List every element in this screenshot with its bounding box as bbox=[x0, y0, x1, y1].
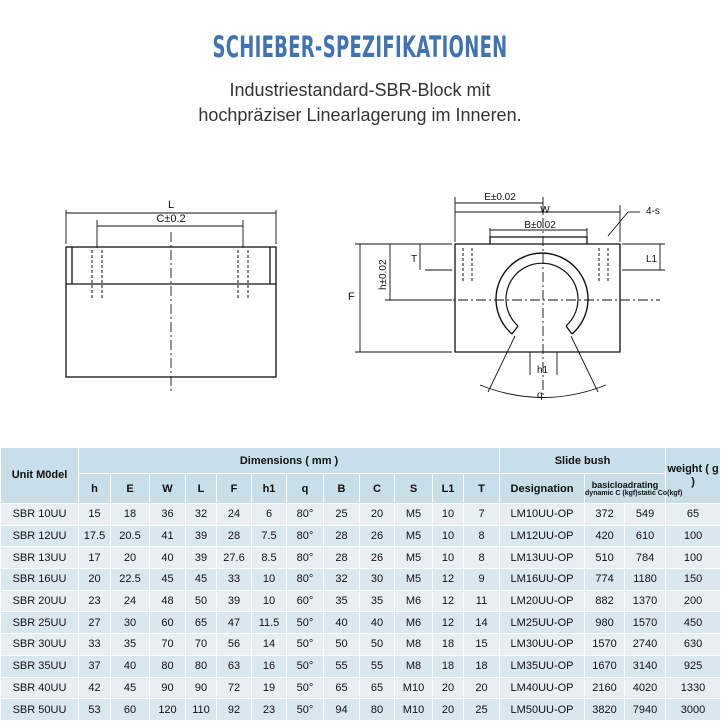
table-row bbox=[1, 525, 721, 547]
table-cell: 100 bbox=[666, 525, 721, 547]
table-cell: 10 bbox=[433, 525, 464, 547]
table-cell: 25 bbox=[324, 504, 360, 526]
table-cell: 80° bbox=[287, 504, 324, 526]
table-cell: 80 bbox=[150, 655, 186, 677]
cell-model: SBR 13UU bbox=[1, 547, 79, 569]
cell-model: SBR 40UU bbox=[1, 677, 79, 699]
table-cell: 12 bbox=[433, 590, 464, 612]
table-cell: 80° bbox=[287, 547, 324, 569]
col-header: F bbox=[217, 474, 252, 504]
table-cell: 1570 bbox=[585, 634, 625, 656]
table-cell: 18 bbox=[433, 634, 464, 656]
table-cell: 610 bbox=[625, 525, 666, 547]
table-cell: 53 bbox=[79, 699, 111, 721]
table-cell: 41 bbox=[150, 525, 186, 547]
table-cell: M5 bbox=[395, 504, 433, 526]
table-cell: 50 bbox=[186, 590, 217, 612]
table-cell: 10 bbox=[433, 547, 464, 569]
cell-designation: LM35UU-OP bbox=[500, 655, 585, 677]
table-cell: 39 bbox=[217, 590, 252, 612]
table-cell: 10 bbox=[252, 590, 287, 612]
label-C: C±0.2 bbox=[156, 213, 186, 225]
table-cell: 72 bbox=[217, 677, 252, 699]
col-header: E bbox=[111, 474, 150, 504]
table-cell: 980 bbox=[585, 612, 625, 634]
table-cell: 200 bbox=[666, 590, 721, 612]
table-cell: 2160 bbox=[585, 677, 625, 699]
table-cell: 50° bbox=[287, 655, 324, 677]
table-cell: 30 bbox=[111, 612, 150, 634]
table-cell: 60 bbox=[111, 699, 150, 721]
cell-designation: LM25UU-OP bbox=[500, 612, 585, 634]
table-cell: M8 bbox=[395, 634, 433, 656]
table-cell: 65 bbox=[360, 677, 395, 699]
label-W: W bbox=[540, 205, 550, 216]
table-cell: 549 bbox=[625, 504, 666, 526]
table-cell: 55 bbox=[324, 655, 360, 677]
table-cell: 40 bbox=[150, 547, 186, 569]
table-cell: 1330 bbox=[666, 677, 721, 699]
table-cell: 20 bbox=[79, 569, 111, 591]
table-cell: 40 bbox=[111, 655, 150, 677]
table-cell: 12 bbox=[433, 569, 464, 591]
table-row bbox=[1, 547, 721, 569]
col-header: L bbox=[186, 474, 217, 504]
cell-model: SBR 35UU bbox=[1, 655, 79, 677]
table-cell: 27 bbox=[79, 612, 111, 634]
table-row bbox=[1, 655, 721, 677]
table-cell: 19 bbox=[252, 677, 287, 699]
table-cell: 15 bbox=[79, 504, 111, 526]
table-cell: 10 bbox=[252, 569, 287, 591]
table-cell: 24 bbox=[111, 590, 150, 612]
table-cell: 882 bbox=[585, 590, 625, 612]
table-cell: 33 bbox=[79, 634, 111, 656]
label-q: q bbox=[537, 390, 543, 401]
cell-model: SBR 30UU bbox=[1, 634, 79, 656]
table-cell: 925 bbox=[666, 655, 721, 677]
table-cell: 63 bbox=[217, 655, 252, 677]
label-B: B±0.02 bbox=[524, 220, 556, 231]
table-cell: 100 bbox=[666, 547, 721, 569]
table-cell: 25 bbox=[464, 699, 500, 721]
col-header: W bbox=[150, 474, 186, 504]
table-cell: 450 bbox=[666, 612, 721, 634]
table-cell: 110 bbox=[186, 699, 217, 721]
table-cell: 20 bbox=[433, 699, 464, 721]
table-cell: M10 bbox=[395, 677, 433, 699]
table-cell: 50° bbox=[287, 677, 324, 699]
table-cell: 70 bbox=[150, 634, 186, 656]
table-cell: M6 bbox=[395, 612, 433, 634]
label-L1: L1 bbox=[646, 254, 658, 265]
table-cell: 20.5 bbox=[111, 525, 150, 547]
table-cell: 80° bbox=[287, 569, 324, 591]
table-cell: 8 bbox=[464, 525, 500, 547]
table-cell: 26 bbox=[360, 547, 395, 569]
cell-designation: LM10UU-OP bbox=[500, 504, 585, 526]
table-cell: 150 bbox=[666, 569, 721, 591]
table-cell: 47 bbox=[217, 612, 252, 634]
table-cell: 3140 bbox=[625, 655, 666, 677]
table-cell: 90 bbox=[186, 677, 217, 699]
table-cell: 510 bbox=[585, 547, 625, 569]
table-cell: 20 bbox=[111, 547, 150, 569]
table-cell: M10 bbox=[395, 699, 433, 721]
table-cell: 92 bbox=[217, 699, 252, 721]
table-cell: 18 bbox=[433, 655, 464, 677]
table-cell: 50° bbox=[287, 699, 324, 721]
technical-drawing bbox=[0, 180, 720, 402]
table-cell: 36 bbox=[150, 504, 186, 526]
table-cell: 42 bbox=[79, 677, 111, 699]
table-cell: 23 bbox=[252, 699, 287, 721]
table-row bbox=[1, 590, 721, 612]
table-cell: 65 bbox=[324, 677, 360, 699]
label-h1: h1 bbox=[537, 365, 549, 376]
table-cell: 15 bbox=[464, 634, 500, 656]
table-cell: 65 bbox=[666, 504, 721, 526]
col-header: B bbox=[324, 474, 360, 504]
cell-model: SBR 12UU bbox=[1, 525, 79, 547]
table-cell: 80 bbox=[360, 699, 395, 721]
table-cell: 35 bbox=[324, 590, 360, 612]
table-cell: 10 bbox=[433, 504, 464, 526]
label-E: E±0.02 bbox=[484, 192, 516, 203]
header-unit-model: Unit M0del bbox=[1, 448, 79, 504]
table-cell: 7 bbox=[464, 504, 500, 526]
table-cell: 45 bbox=[111, 677, 150, 699]
table-cell: 6 bbox=[252, 504, 287, 526]
table-cell: M5 bbox=[395, 547, 433, 569]
table-cell: 774 bbox=[585, 569, 625, 591]
cell-designation: LM20UU-OP bbox=[500, 590, 585, 612]
cell-model: SBR 50UU bbox=[1, 699, 79, 721]
subtitle-line-1: Industriestandard-SBR-Block mit bbox=[229, 80, 491, 100]
table-cell: 37 bbox=[79, 655, 111, 677]
table-cell: 3820 bbox=[585, 699, 625, 721]
table-cell: 630 bbox=[666, 634, 721, 656]
dynamic-label: dynamic C (kgf) bbox=[585, 489, 638, 497]
table-cell: 80° bbox=[287, 525, 324, 547]
table-cell: 32 bbox=[324, 569, 360, 591]
spec-table bbox=[0, 447, 721, 721]
table-cell: 50 bbox=[324, 634, 360, 656]
table-cell: 48 bbox=[150, 590, 186, 612]
table-cell: 20 bbox=[360, 504, 395, 526]
header-basic-load-rating bbox=[585, 474, 683, 504]
table-cell: 18 bbox=[111, 504, 150, 526]
table-cell: 11 bbox=[464, 590, 500, 612]
table-cell: 90 bbox=[150, 677, 186, 699]
col-header: T bbox=[464, 474, 500, 504]
table-cell: M5 bbox=[395, 525, 433, 547]
table-row bbox=[1, 634, 721, 656]
table-row bbox=[1, 612, 721, 634]
table-cell: 70 bbox=[186, 634, 217, 656]
table-cell: 17 bbox=[79, 547, 111, 569]
label-L: L bbox=[167, 199, 175, 211]
cell-designation: LM30UU-OP bbox=[500, 634, 585, 656]
table-cell: 7940 bbox=[625, 699, 666, 721]
table-cell: 7.5 bbox=[252, 525, 287, 547]
table-cell: 1670 bbox=[585, 655, 625, 677]
table-cell: 27.6 bbox=[217, 547, 252, 569]
col-header: h bbox=[79, 474, 111, 504]
table-cell: 45 bbox=[150, 569, 186, 591]
table-cell: 80 bbox=[186, 655, 217, 677]
cell-model: SBR 25UU bbox=[1, 612, 79, 634]
label-h: h±0.02 bbox=[378, 259, 389, 290]
table-cell: 56 bbox=[217, 634, 252, 656]
basic-load-rating-label: basicloadrating bbox=[591, 479, 659, 490]
table-cell: 1570 bbox=[625, 612, 666, 634]
cell-designation: LM16UU-OP bbox=[500, 569, 585, 591]
cell-designation: LM12UU-OP bbox=[500, 525, 585, 547]
table-cell: 4020 bbox=[625, 677, 666, 699]
col-header: C bbox=[360, 474, 395, 504]
table-cell: 20 bbox=[433, 677, 464, 699]
header-slide-bush: Slide bush bbox=[500, 448, 666, 474]
cell-model: SBR 20UU bbox=[1, 590, 79, 612]
table-cell: M5 bbox=[395, 569, 433, 591]
spec-table-container bbox=[0, 447, 720, 720]
table-row bbox=[1, 677, 721, 699]
table-cell: 14 bbox=[464, 612, 500, 634]
header-designation: Designation bbox=[500, 474, 585, 504]
table-cell: 28 bbox=[324, 525, 360, 547]
col-header: S bbox=[395, 474, 433, 504]
table-cell: 60 bbox=[150, 612, 186, 634]
label-F: F bbox=[348, 291, 355, 303]
cell-model: SBR 16UU bbox=[1, 569, 79, 591]
table-cell: 16 bbox=[252, 655, 287, 677]
table-cell: 11.5 bbox=[252, 612, 287, 634]
table-row bbox=[1, 504, 721, 526]
static-label: static Co(kgf) bbox=[637, 489, 683, 497]
cell-designation: LM40UU-OP bbox=[500, 677, 585, 699]
table-row bbox=[1, 569, 721, 591]
table-cell: 55 bbox=[360, 655, 395, 677]
table-cell: 18 bbox=[464, 655, 500, 677]
header-weight: weight ( g ) bbox=[666, 448, 721, 504]
table-cell: 784 bbox=[625, 547, 666, 569]
table-cell: 32 bbox=[186, 504, 217, 526]
table-cell: 28 bbox=[217, 525, 252, 547]
table-cell: 2740 bbox=[625, 634, 666, 656]
table-cell: 20 bbox=[464, 677, 500, 699]
table-cell: 9 bbox=[464, 569, 500, 591]
table-cell: 14 bbox=[252, 634, 287, 656]
col-header: h1 bbox=[252, 474, 287, 504]
table-cell: 50 bbox=[360, 634, 395, 656]
table-cell: 28 bbox=[324, 547, 360, 569]
table-cell: 60° bbox=[287, 590, 324, 612]
subtitle-line-2: hochpräziser Linearlagerung im Inneren. bbox=[198, 105, 522, 125]
table-cell: 50° bbox=[287, 634, 324, 656]
table-cell: 50° bbox=[287, 612, 324, 634]
table-cell: 1180 bbox=[625, 569, 666, 591]
table-cell: M8 bbox=[395, 655, 433, 677]
col-header: L1 bbox=[433, 474, 464, 504]
side-view bbox=[355, 197, 665, 400]
page-title: SCHIEBER-SPEZIFIKATIONEN bbox=[212, 30, 508, 64]
cell-designation: LM50UU-OP bbox=[500, 699, 585, 721]
table-cell: 420 bbox=[585, 525, 625, 547]
table-cell: 33 bbox=[217, 569, 252, 591]
cell-designation: LM13UU-OP bbox=[500, 547, 585, 569]
table-cell: 3000 bbox=[666, 699, 721, 721]
front-view bbox=[66, 210, 276, 392]
table-cell: 94 bbox=[324, 699, 360, 721]
label-4-s: 4-s bbox=[646, 206, 660, 217]
cell-model: SBR 10UU bbox=[1, 504, 79, 526]
table-cell: 40 bbox=[360, 612, 395, 634]
table-cell: 45 bbox=[186, 569, 217, 591]
label-T: T bbox=[411, 254, 418, 265]
table-cell: 65 bbox=[186, 612, 217, 634]
table-cell: 39 bbox=[186, 525, 217, 547]
table-cell: 24 bbox=[217, 504, 252, 526]
table-cell: 35 bbox=[360, 590, 395, 612]
table-cell: 23 bbox=[79, 590, 111, 612]
table-cell: 26 bbox=[360, 525, 395, 547]
table-cell: 372 bbox=[585, 504, 625, 526]
table-cell: 39 bbox=[186, 547, 217, 569]
table-cell: 40 bbox=[324, 612, 360, 634]
table-cell: M6 bbox=[395, 590, 433, 612]
table-cell: 120 bbox=[150, 699, 186, 721]
table-cell: 8 bbox=[464, 547, 500, 569]
col-header: q bbox=[287, 474, 324, 504]
table-cell: 1370 bbox=[625, 590, 666, 612]
table-cell: 22.5 bbox=[111, 569, 150, 591]
table-cell: 35 bbox=[111, 634, 150, 656]
table-cell: 8.5 bbox=[252, 547, 287, 569]
header-dimensions: Dimensions ( mm ) bbox=[79, 448, 500, 474]
table-cell: 30 bbox=[360, 569, 395, 591]
table-row bbox=[1, 699, 721, 721]
table-cell: 12 bbox=[433, 612, 464, 634]
table-cell: 17.5 bbox=[79, 525, 111, 547]
